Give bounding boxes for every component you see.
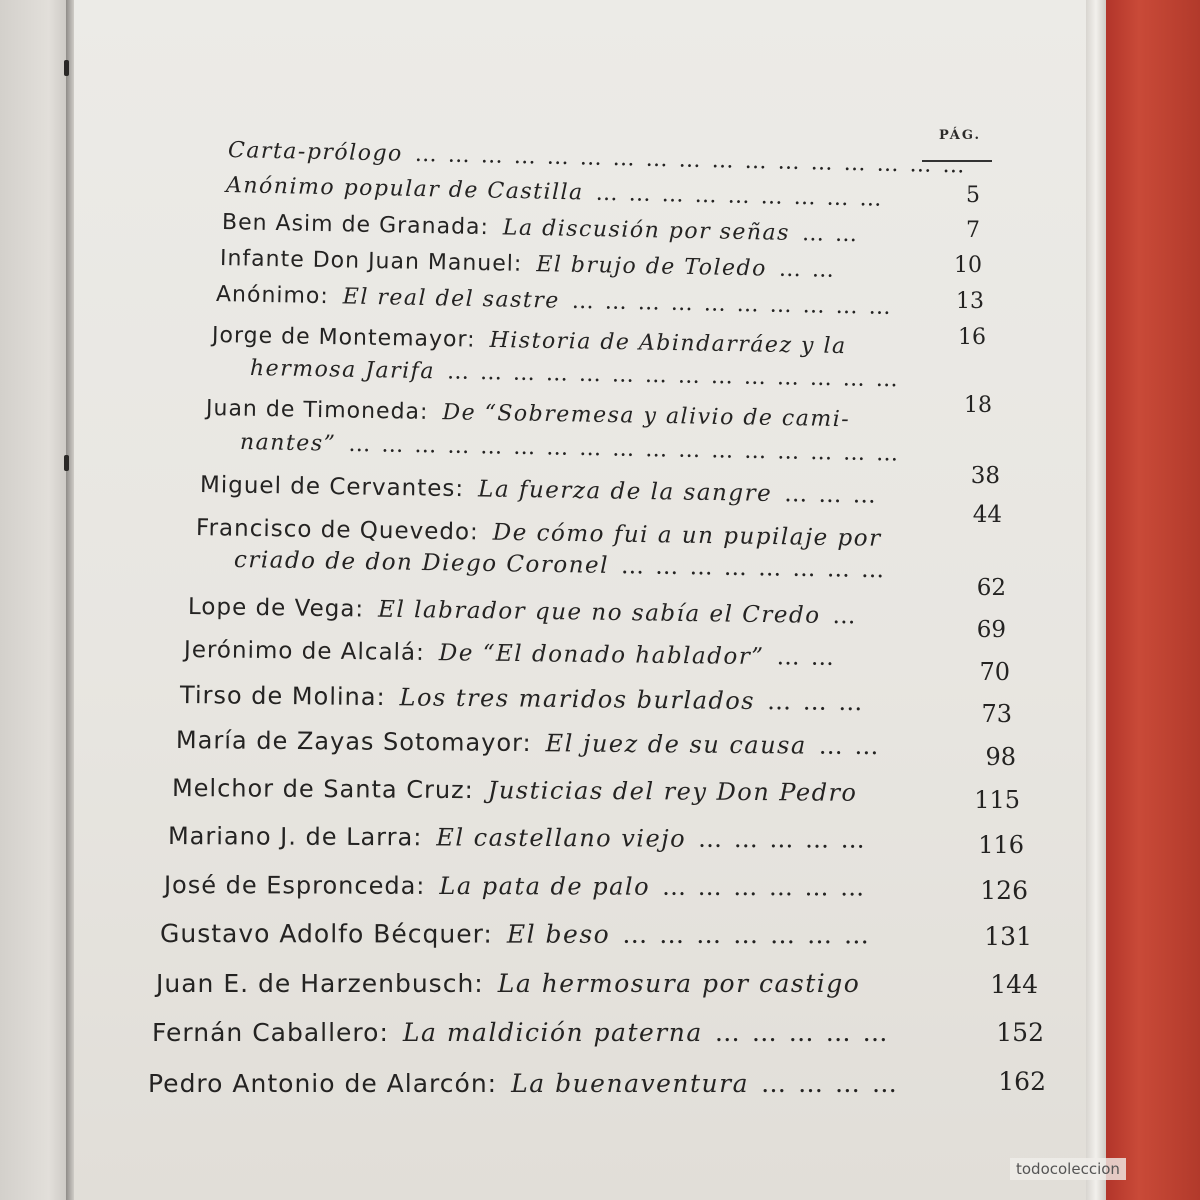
- toc-leader-dots: … … … …: [761, 1069, 899, 1098]
- toc-author: Anónimo: [215, 282, 321, 310]
- toc-page-number: 10: [954, 253, 982, 278]
- toc-title: La maldición paterna: [402, 1018, 703, 1047]
- toc-author: Tirso de Molina: [179, 681, 377, 712]
- toc-page-number: 7: [966, 218, 980, 243]
- toc-title: El beso: [506, 919, 611, 949]
- page-edge: [1086, 0, 1106, 1200]
- toc-separator: :: [415, 639, 426, 666]
- toc-separator: :: [487, 1069, 498, 1098]
- toc-entry: [172, 774, 858, 807]
- toc-leader-dots: … … … … … … … … … … … … … …: [446, 359, 901, 393]
- toc-leader-dots: … … … … … … … … … …: [571, 288, 893, 320]
- toc-author: Melchor de Santa Cruz: [171, 774, 465, 805]
- binding-stitch: [64, 455, 69, 471]
- toc-title: Historia de Abindarráez y la: [489, 327, 847, 360]
- toc-author: Miguel de Cervantes: [199, 472, 456, 503]
- toc-page-number: 70: [979, 658, 1010, 686]
- toc-author: Fernán Caballero: [152, 1018, 380, 1047]
- toc-author: Gustavo Adolfo Bécquer: [159, 919, 484, 949]
- toc-author: Jorge de Montemayor: [211, 323, 468, 353]
- toc-title: El brujo de Toledo: [536, 252, 768, 282]
- toc-page-number: 98: [985, 743, 1016, 771]
- toc-page-number: 152: [996, 1018, 1044, 1047]
- book-gutter: [66, 0, 74, 1200]
- toc-entry: [164, 871, 866, 901]
- toc-title: La fuerza de la sangre: [477, 476, 773, 507]
- toc-page-number: 162: [998, 1067, 1046, 1096]
- toc-leader-dots: … … … … …: [698, 824, 867, 854]
- toc-page-number: 116: [978, 831, 1024, 859]
- toc-page-number: 69: [976, 617, 1006, 643]
- toc-entry: [160, 919, 871, 949]
- toc-title: De “El donado hablador”: [438, 640, 765, 671]
- toc-separator: :: [320, 284, 330, 310]
- toc-author: Infante Don Juan Manuel: [219, 246, 515, 277]
- binding-stitch: [64, 60, 69, 76]
- toc-separator: :: [522, 729, 532, 758]
- toc-leader-dots: … … …: [766, 687, 865, 717]
- toc-title: La pata de palo: [439, 871, 651, 901]
- toc-page-number: 5: [966, 183, 980, 208]
- toc-separator: :: [483, 919, 493, 949]
- toc-separator: :: [464, 776, 474, 805]
- toc-separator: :: [455, 476, 465, 503]
- toc-page-number: 38: [970, 463, 1000, 489]
- toc-title: hermosa Jarifa: [249, 356, 436, 385]
- toc-separator: :: [469, 519, 479, 546]
- toc-separator: :: [480, 214, 490, 241]
- page-column-header: PÁG.: [938, 128, 982, 143]
- toc-title: Anónimo popular de Castilla: [225, 173, 584, 206]
- toc-separator: :: [376, 683, 386, 712]
- toc-author: Ben Asim de Granada: [221, 210, 481, 240]
- toc-leader-dots: … …: [778, 256, 837, 283]
- toc-author: Jerónimo de Alcalá: [183, 637, 417, 666]
- toc-separator: :: [355, 596, 365, 623]
- toc-leader-dots: … … … … … …: [661, 872, 867, 902]
- toc-leader-dots: … … … … …: [714, 1018, 890, 1047]
- toc-title: El juez de su causa: [545, 729, 807, 760]
- toc-separator: :: [416, 871, 426, 900]
- toc-page-number: 73: [981, 700, 1012, 728]
- toc-title: criado de don Diego Coronel: [233, 547, 610, 579]
- toc-leader-dots: … … … … … … … … … … … … … … … … …: [414, 141, 967, 179]
- toc-author: José de Espronceda: [163, 871, 417, 900]
- toc-title: La buenaventura: [511, 1069, 749, 1098]
- toc-separator: :: [379, 1018, 389, 1047]
- toc-leader-dots: … … … … … … … …: [620, 553, 887, 584]
- toc-page-number: 18: [964, 393, 992, 418]
- toc-title: El castellano viejo: [436, 823, 687, 853]
- facing-page: [0, 0, 70, 1200]
- toc-title: Justicias del rey Don Pedro: [487, 776, 858, 807]
- toc-leader-dots: … … … … … … … … … … … … … … … … …: [348, 431, 901, 467]
- toc-author: Juan de Timoneda: [205, 396, 421, 425]
- toc-page-number: 115: [974, 786, 1020, 814]
- toc-title: El real del sastre: [342, 284, 560, 314]
- toc-page-number: 16: [958, 325, 986, 350]
- toc-page-number: 62: [976, 575, 1006, 601]
- toc-title: De cómo fui a un pupilaje por: [492, 519, 882, 552]
- toc-author: Lope de Vega: [187, 594, 356, 623]
- toc-page-number: 126: [980, 876, 1028, 905]
- toc-title: La discusión por señas: [502, 215, 791, 246]
- toc-leader-dots: … … …: [783, 481, 878, 509]
- toc-page-number: 44: [972, 502, 1002, 528]
- toc-separator: :: [413, 823, 423, 852]
- red-book-cover: [1106, 0, 1200, 1200]
- toc-separator: :: [474, 969, 484, 998]
- toc-author: Juan E. de Harzenbusch: [156, 969, 475, 998]
- toc-leader-dots: …: [832, 603, 858, 630]
- toc-author: María de Zayas Sotomayor: [175, 726, 523, 758]
- toc-title: El labrador que no sabía el Credo: [377, 596, 821, 629]
- toc-leader-dots: … …: [776, 644, 837, 671]
- toc-entry: [148, 1069, 899, 1098]
- toc-entry: [152, 1018, 890, 1047]
- toc-page-number: 131: [984, 922, 1032, 951]
- toc-leader-dots: … … … … … … …: [622, 919, 871, 950]
- toc-separator: :: [466, 327, 476, 353]
- toc-leader-dots: … …: [801, 221, 860, 248]
- toc-title: Carta-prólogo: [227, 138, 404, 167]
- toc-author: Pedro Antonio de Alarcón: [148, 1069, 488, 1098]
- toc-separator: :: [419, 399, 429, 425]
- toc-page-number: 144: [990, 970, 1038, 999]
- toc-title: nantes”: [239, 430, 337, 457]
- toc-title: Los tres maridos burlados: [399, 683, 756, 716]
- toc-title: La hermosura por castigo: [497, 969, 861, 998]
- toc-entry: [168, 822, 867, 854]
- toc-leader-dots: … …: [818, 731, 881, 761]
- toc-author: Mariano J. de Larra: [167, 822, 414, 852]
- toc-entry: [156, 969, 860, 998]
- toc-title: De “Sobremesa y alivio de cami-: [442, 400, 851, 433]
- watermark: todocoleccion: [1010, 1158, 1126, 1180]
- toc-separator: :: [513, 251, 523, 277]
- toc-page-number: 13: [956, 289, 984, 314]
- toc-author: Francisco de Quevedo: [195, 515, 471, 546]
- toc-leader-dots: … … … … … … … … …: [595, 180, 884, 212]
